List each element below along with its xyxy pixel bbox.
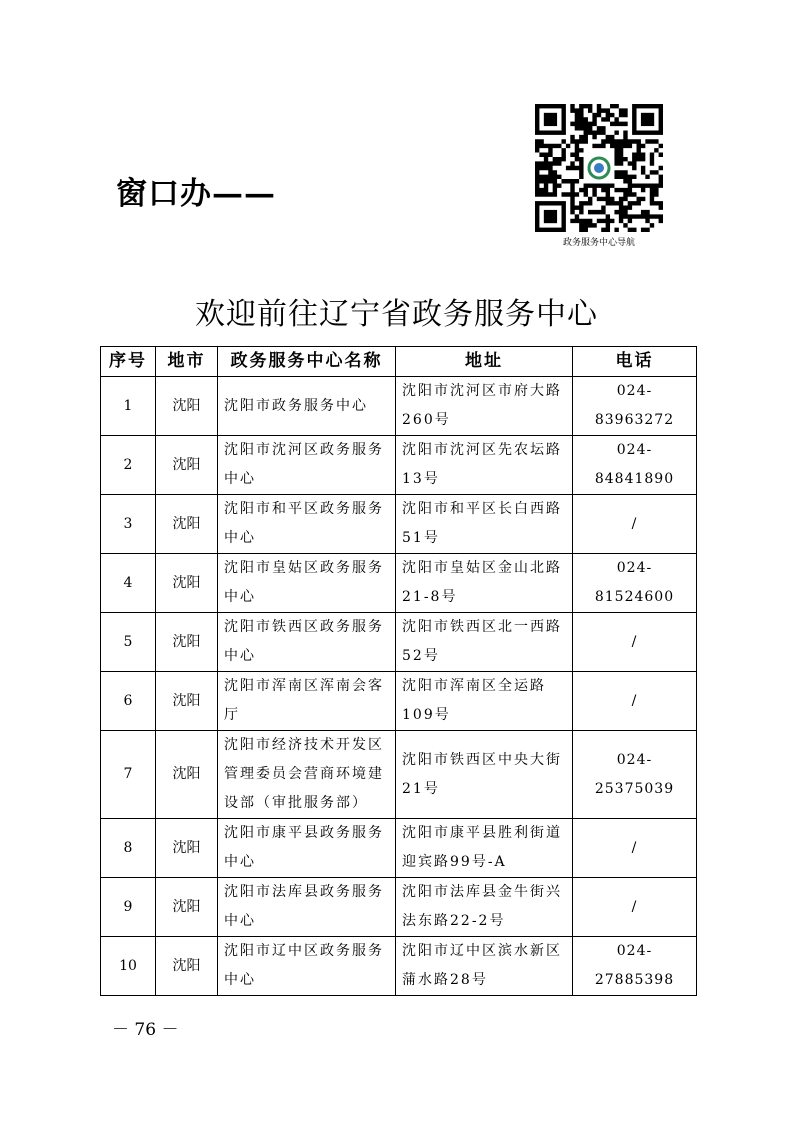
row-center-name: 沈阳市康平县政务服务中心 (218, 819, 396, 878)
row-city: 沈阳 (156, 672, 218, 731)
row-number: 4 (101, 554, 156, 613)
row-center-name: 沈阳市法库县政务服务中心 (218, 878, 396, 937)
row-center-name: 沈阳市经济技术开发区管理委员会营商环境建设部（审批服务部） (218, 731, 396, 819)
column-header-address: 地址 (396, 347, 573, 377)
row-number: 2 (101, 436, 156, 495)
row-city: 沈阳 (156, 377, 218, 436)
row-address: 沈阳市和平区长白西路51号 (396, 495, 573, 554)
row-phone: 024-83963272 (573, 377, 697, 436)
row-address: 沈阳市铁西区中央大街21号 (396, 731, 573, 819)
row-phone: / (573, 819, 697, 878)
row-address: 沈阳市康平县胜利街道迎宾路99号-A (396, 819, 573, 878)
row-address: 沈阳市沈河区先农坛路13号 (396, 436, 573, 495)
table-header-row (101, 347, 697, 377)
row-city: 沈阳 (156, 613, 218, 672)
row-address: 沈阳市辽中区滨水新区蒲水路28号 (396, 937, 573, 996)
row-center-name: 沈阳市皇姑区政务服务中心 (218, 554, 396, 613)
row-address: 沈阳市皇姑区金山北路21-8号 (396, 554, 573, 613)
row-city: 沈阳 (156, 436, 218, 495)
column-header-no: 序号 (101, 347, 156, 377)
table-row (101, 878, 697, 937)
row-address: 沈阳市法库县金牛街兴法东路22-2号 (396, 878, 573, 937)
table-row (101, 731, 697, 819)
row-phone: 024-27885398 (573, 937, 697, 996)
row-address: 沈阳市浑南区全运路109号 (396, 672, 573, 731)
row-city: 沈阳 (156, 878, 218, 937)
page-title: 欢迎前往辽宁省政务服务中心 (195, 297, 598, 332)
row-city: 沈阳 (156, 495, 218, 554)
row-city: 沈阳 (156, 554, 218, 613)
qr-code-icon (535, 104, 663, 232)
section-heading: 窗口办—— (116, 176, 276, 212)
row-center-name: 沈阳市铁西区政务服务中心 (218, 613, 396, 672)
table-row (101, 554, 697, 613)
row-phone: / (573, 613, 697, 672)
row-center-name: 沈阳市辽中区政务服务中心 (218, 937, 396, 996)
row-address: 沈阳市沈河区市府大路260号 (396, 377, 573, 436)
row-phone: 024-81524600 (573, 554, 697, 613)
row-phone: 024-25375039 (573, 731, 697, 819)
row-address: 沈阳市铁西区北一西路52号 (396, 613, 573, 672)
row-center-name: 沈阳市和平区政务服务中心 (218, 495, 396, 554)
row-number: 3 (101, 495, 156, 554)
table-row (101, 613, 697, 672)
column-header-name: 政务服务中心名称 (218, 347, 396, 377)
qr-block (532, 104, 666, 248)
row-phone: / (573, 495, 697, 554)
row-number: 5 (101, 613, 156, 672)
row-number: 8 (101, 819, 156, 878)
row-number: 7 (101, 731, 156, 819)
table-row (101, 436, 697, 495)
column-header-phone: 电话 (573, 347, 697, 377)
row-number: 9 (101, 878, 156, 937)
row-center-name: 沈阳市浑南区浑南会客厅 (218, 672, 396, 731)
row-city: 沈阳 (156, 819, 218, 878)
row-center-name: 沈阳市政务服务中心 (218, 377, 396, 436)
row-number: 10 (101, 937, 156, 996)
qr-caption: 政务服务中心导航 (562, 238, 635, 248)
row-number: 1 (101, 377, 156, 436)
column-header-city: 地市 (156, 347, 218, 377)
table-row (101, 495, 697, 554)
page-number: － 76 － (112, 1020, 179, 1040)
service-center-table (100, 346, 697, 996)
table-row (101, 819, 697, 878)
row-phone: 024-84841890 (573, 436, 697, 495)
row-number: 6 (101, 672, 156, 731)
row-phone: / (573, 878, 697, 937)
row-phone: / (573, 672, 697, 731)
table-row (101, 937, 697, 996)
row-city: 沈阳 (156, 731, 218, 819)
table-row (101, 377, 697, 436)
row-city: 沈阳 (156, 937, 218, 996)
row-center-name: 沈阳市沈河区政务服务中心 (218, 436, 396, 495)
table-row (101, 672, 697, 731)
